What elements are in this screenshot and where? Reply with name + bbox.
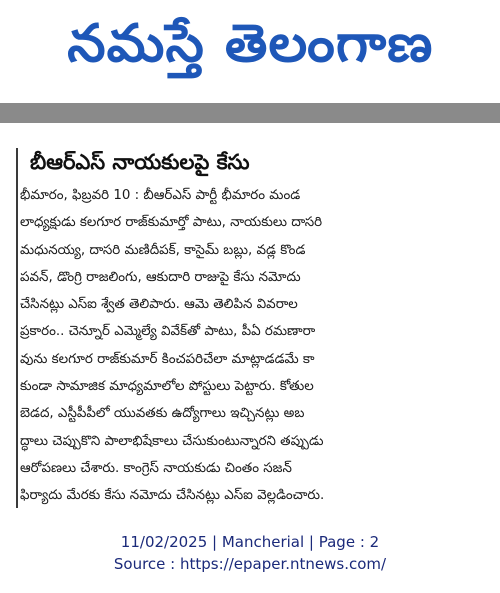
body-line: వును కలగూర రాజ్‌కుమార్ కించపరిచేలా మాట్లాడడమే కా [20,351,315,367]
body-line: ఆరోపణలు చేశారు. కాంగ్రెస్ నాయకుడు చింతం సజన్ [20,460,292,476]
article-body [20,182,486,510]
article-headline: బీఆర్ఎస్ నాయకులపై కేసు [30,150,250,174]
source-link[interactable]: Source : https://epaper.ntnews.com/ [113,555,387,573]
body-line: భీమారం, ఫిబ్రవరి 10 : బీఆర్ఎస్ పార్టీ భీమారం మండ [20,188,301,203]
clipping-edge [0,510,500,530]
body-line: కుండా సామాజిక మాధ్యమాలోల పోస్టులు పెట్టారు. కోతుల [20,379,314,395]
newspaper-title: నమస్తే తెలంగాణ [66,13,434,74]
body-line: బెడద, ఎస్టీపీపీలో యువతకు ఉద్యోగాలు ఇచ్చినట్లు అబ [20,406,305,422]
body-line: పవన్, డొంగ్రి రాజలింగు, ఆకుదారి రాజుపై కేసు నమోదు [20,269,301,285]
body-line: ద్ధాలు చెప్పుకొని పాలాభిషేకాలు చేసుకుంటున్నారని తప్పుడు [20,433,324,449]
column-rule [16,148,18,508]
body-line: ప్రకారం.. చెన్నూర్ ఎమ్మెల్యే వివేక్‌తో పాటు, పీఏ రమణారా [20,324,316,340]
masthead-logo [0,0,500,100]
body-line: ఫిర్యాదు మేరకు కేసు నమోదు చేసినట్లు ఎస్ఐ వెల్లడించారు. [20,488,325,504]
edition-info: 11/02/2025 | Mancherial | Page : 2 [120,533,380,551]
body-line: మధునయ్య, దాసరి మణిదీపక్, కాసైమ్ బబ్లు, వడ్ల కొండ [20,242,306,258]
section-divider-bar [0,103,500,123]
body-line: లాధ్యక్షుడు కలగూర రాజ్‌కుమార్తో పాటు, నాయకులు దాసరి [20,215,323,231]
body-line: చేసినట్లు ఎస్ఐ శ్వేత తెలిపారు. ఆమె తెలిపిన వివరాల [20,297,298,313]
